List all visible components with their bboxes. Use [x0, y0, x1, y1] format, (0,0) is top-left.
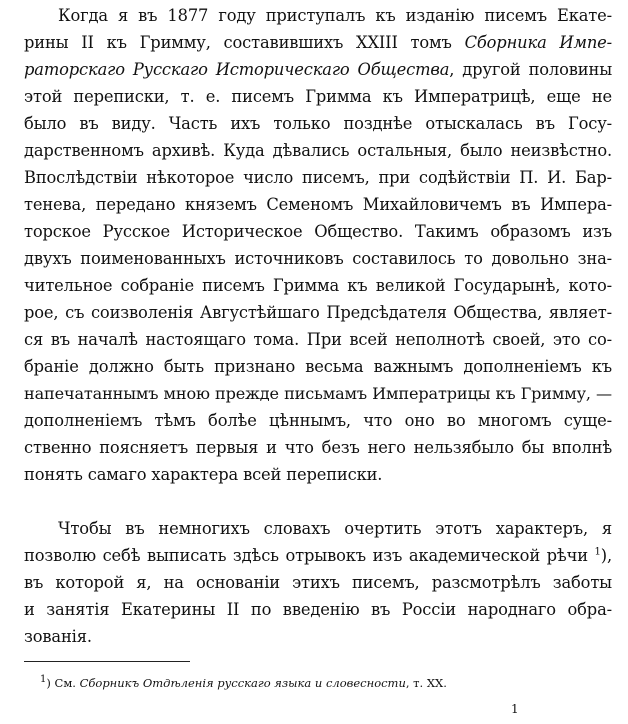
- text-line: этой переписки, т. е. писемъ Гримма къ Императрицѣ, еще не: [24, 87, 612, 106]
- text-line: напечатаннымъ мною прежде письмамъ Императрицы къ Гримму, —: [24, 384, 612, 403]
- text-line: зованія.: [24, 627, 92, 646]
- text-line: торское Русское Историческое Общество. Такимъ образомъ изъ: [24, 222, 612, 241]
- text-line: и занятія Екатерины II по введенію въ Россіи народнаго обра-: [24, 600, 612, 619]
- text-line: раторскаго Русскаго Историческаго Общества, другой половины: [24, 60, 612, 79]
- footnote-mark: 1: [40, 674, 47, 686]
- italic-title: раторскаго Русскаго Историческаго Общества: [24, 60, 450, 79]
- page-number: 1: [511, 702, 519, 716]
- text-line: тенева, передано княземъ Семеномъ Михайловичемъ въ Импера-: [24, 195, 612, 214]
- text-line: дарственномъ архивѣ. Куда дѣвались остальныя, было неизвѣстно.: [24, 141, 612, 160]
- text-line: понять самаго характера всей переписки.: [24, 465, 383, 484]
- footnote-divider: [24, 661, 190, 662]
- text-line: въ которой я, на основаніи этихъ писемъ, разсмотрѣлъ заботы: [24, 573, 612, 592]
- text-line: Когда я въ 1877 году приступалъ къ изданію писемъ Екате-: [58, 6, 612, 25]
- footnote-reference: 1: [594, 546, 601, 558]
- text-line: было въ виду. Часть ихъ только позднѣе отыскалась въ Госу-: [24, 114, 612, 133]
- text-line: Чтобы въ немногихъ словахъ очертить этотъ характеръ, я: [58, 519, 612, 538]
- text-line: ственно поясняетъ первыя и что безъ него нельзябыло бы вполнѣ: [24, 438, 612, 457]
- footnote: $^1$) См. Сборникъ Отдѣленія русскаго языка и словесности, т. XX.: [40, 674, 447, 690]
- text-line: рое, съ соизволенія Августѣйшаго Предсѣдателя Общества, являет-: [24, 303, 612, 322]
- text-line: чительное собраніе писемъ Гримма къ великой Государынѣ, кото-: [24, 276, 612, 295]
- text-line: Впослѣдствіи нѣкоторое число писемъ, при содѣйствіи П. И. Бар-: [24, 168, 612, 187]
- footnote-italic-title: Сборникъ Отдѣленія русскаго языка и словесности: [79, 676, 406, 690]
- text-line: ся въ началѣ настоящаго тома. При всей неполнотѣ своей, это со-: [24, 330, 612, 349]
- text-line: браніе должно быть признано весьма важнымъ дополненіемъ къ: [24, 357, 612, 376]
- text-line: дополненіемъ тѣмъ болѣе цѣннымъ, что оно во многомъ суще-: [24, 411, 612, 430]
- text-line: рины II къ Гримму, составившихъ XXIII томъ Сборника Импе-: [24, 33, 612, 52]
- text-line: позволю себѣ выписать здѣсь отрывокъ изъ академической рѣчи $^1$),: [24, 546, 612, 565]
- text-line: двухъ поименованныхъ источниковъ составилось то довольно зна-: [24, 249, 612, 268]
- italic-title: Сборника Импе-: [464, 33, 612, 52]
